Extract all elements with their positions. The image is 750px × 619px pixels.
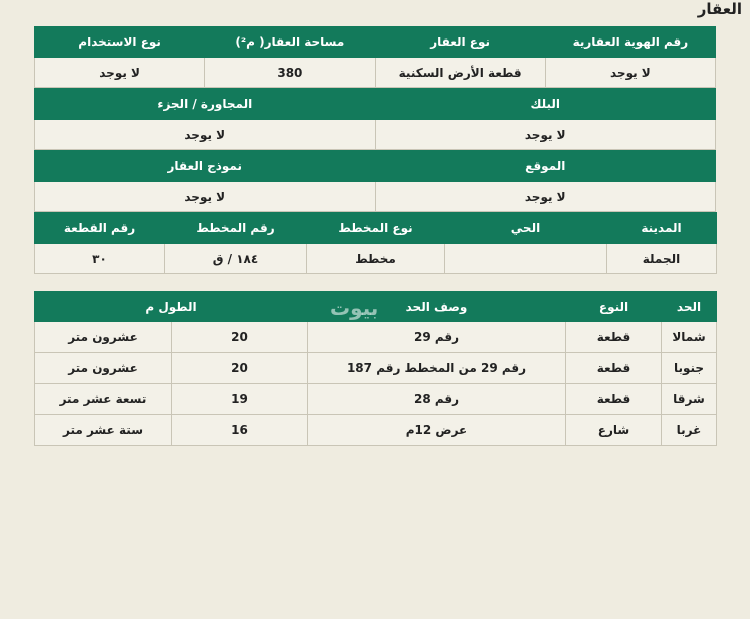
value-city: الجملة — [607, 244, 717, 274]
boundary-description: رقم 29 — [308, 322, 566, 353]
boundary-description: رقم 29 من المخطط رقم 187 — [308, 353, 566, 384]
header-block: البلك — [375, 89, 716, 120]
header-city: المدينة — [607, 213, 717, 244]
boundary-length: 20 — [172, 353, 308, 384]
value-property-model: لا يوجد — [35, 182, 376, 212]
header-property-type: نوع العقار — [375, 27, 545, 58]
boundary-type: قطعة — [566, 353, 662, 384]
boundary-length-words: ستة عشر متر — [35, 415, 172, 446]
value-location: لا يوجد — [375, 182, 716, 212]
table-row — [35, 415, 717, 446]
boundaries-table — [34, 291, 717, 446]
value-property-type: قطعة الأرض السكنية — [375, 58, 545, 88]
value-district — [445, 244, 607, 274]
plan-table — [34, 212, 717, 274]
watermark-logo: بيوت — [330, 296, 379, 320]
value-block: لا يوجد — [375, 120, 716, 150]
page-title: العقار — [697, 0, 742, 18]
boundary-type: شارع — [566, 415, 662, 446]
boundary-description: رقم 28 — [308, 384, 566, 415]
boundary-description: عرض 12م — [308, 415, 566, 446]
value-plan-number: ١٨٤ / ق — [165, 244, 307, 274]
boundary-length: 19 — [172, 384, 308, 415]
header-property-area: مساحة العقار( م²) — [205, 27, 375, 58]
value-property-id: لا يوجد — [545, 58, 715, 88]
property-info-table — [34, 26, 716, 88]
boundary-length-words: عشرون متر — [35, 322, 172, 353]
value-property-area: 380 — [205, 58, 375, 88]
boundary-direction: شرقا — [662, 384, 717, 415]
block-table — [34, 88, 716, 150]
value-usage-type: لا يوجد — [35, 58, 205, 88]
header-property-model: نموذج العقار — [35, 151, 376, 182]
boundary-type: قطعة — [566, 322, 662, 353]
boundary-length-words: عشرون متر — [35, 353, 172, 384]
header-location: الموقع — [375, 151, 716, 182]
boundary-type: قطعة — [566, 384, 662, 415]
header-plan-type: نوع المخطط — [307, 213, 445, 244]
boundary-direction: شمالا — [662, 322, 717, 353]
header-boundary-type: النوع — [566, 292, 662, 322]
header-plot-number: رقم القطعة — [35, 213, 165, 244]
table-row — [35, 353, 717, 384]
table-row — [35, 384, 717, 415]
header-plan-number: رقم المخطط — [165, 213, 307, 244]
header-district: الحي — [445, 213, 607, 244]
header-boundary-description: وصف الحد — [308, 292, 566, 322]
value-plan-type: مخطط — [307, 244, 445, 274]
header-usage-type: نوع الاستخدام — [35, 27, 205, 58]
boundary-direction: غربا — [662, 415, 717, 446]
header-property-id: رقم الهوية العقارية — [545, 27, 715, 58]
location-table — [34, 150, 716, 212]
header-boundary: الحد — [662, 292, 717, 322]
header-length: الطول م — [35, 292, 308, 322]
boundary-direction: جنوبا — [662, 353, 717, 384]
header-neighborhood-part: المجاورة / الجزء — [35, 89, 376, 120]
boundary-length: 20 — [172, 322, 308, 353]
boundary-length-words: تسعة عشر متر — [35, 384, 172, 415]
value-neighborhood-part: لا يوجد — [35, 120, 376, 150]
value-plot-number: ٣٠ — [35, 244, 165, 274]
boundary-length: 16 — [172, 415, 308, 446]
table-row — [35, 322, 717, 353]
